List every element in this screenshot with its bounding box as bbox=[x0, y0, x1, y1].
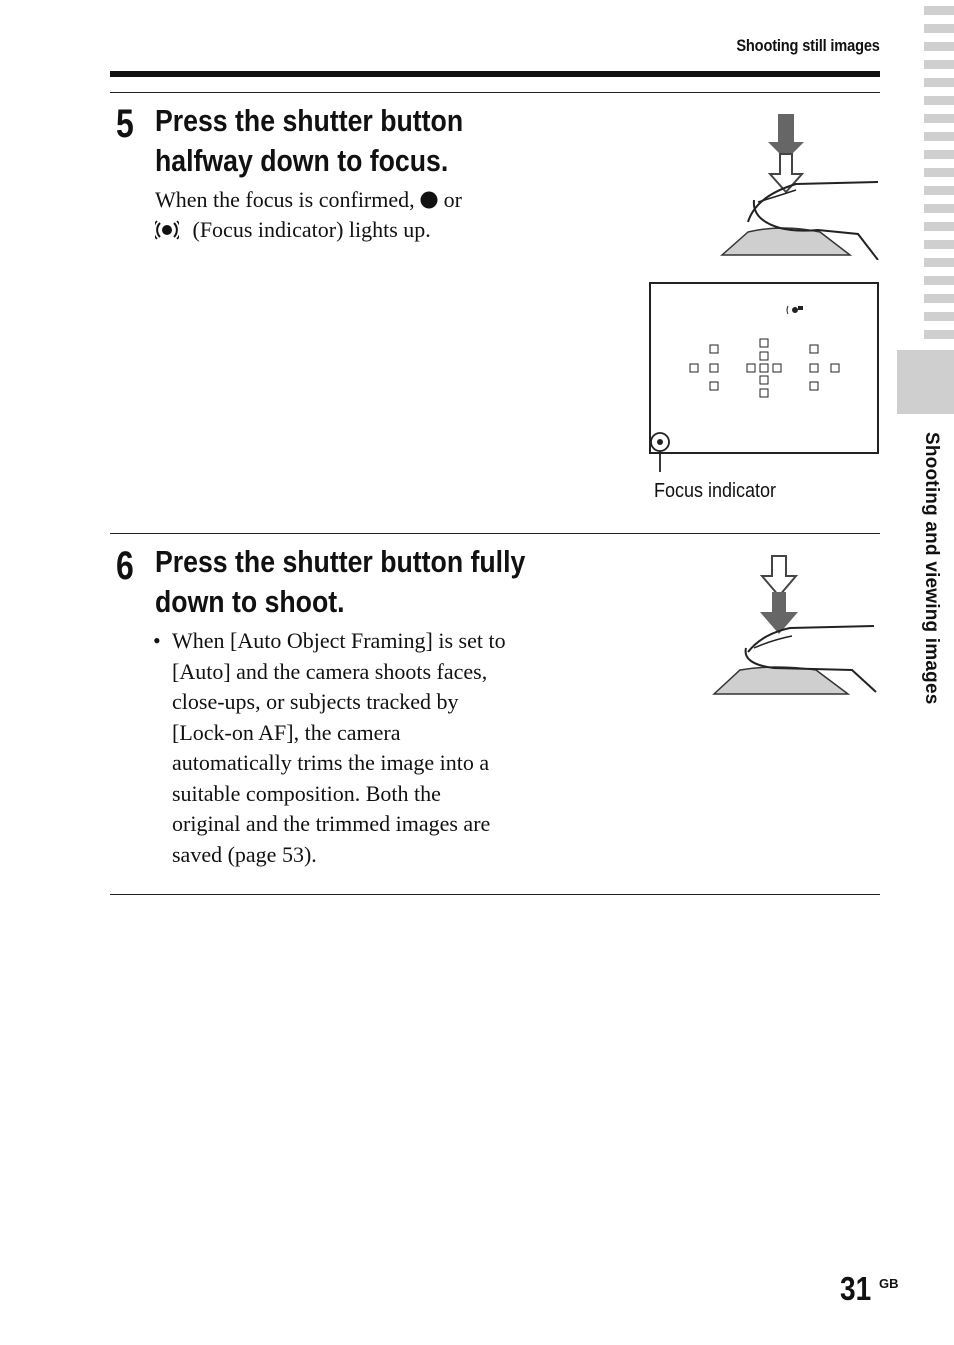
bullet-line: saved (page 53). bbox=[172, 841, 317, 867]
viewfinder-display bbox=[649, 282, 880, 474]
bullet-line: close-ups, or subjects tracked by bbox=[172, 689, 459, 714]
step5-top-rule bbox=[110, 92, 880, 93]
step-title-line: Press the shutter button fully bbox=[155, 544, 526, 579]
bullet-item bbox=[172, 626, 542, 870]
step6-bottom-rule bbox=[110, 894, 880, 895]
desc-text: (Focus indicator) lights up. bbox=[192, 217, 431, 242]
step-description bbox=[155, 215, 431, 245]
bullet-line: When [Auto Object Framing] is set to bbox=[172, 628, 506, 653]
bullet-marker: • bbox=[153, 628, 161, 653]
focus-dot-icon bbox=[420, 191, 438, 209]
step-number: 5 bbox=[116, 102, 134, 146]
header-rule bbox=[110, 71, 880, 77]
page-number: 31 bbox=[840, 1270, 872, 1307]
desc-text: When the focus is confirmed, bbox=[155, 187, 415, 212]
step-number: 6 bbox=[116, 544, 134, 588]
bullet-line: suitable composition. Both the bbox=[172, 780, 441, 806]
bullet-line: [Lock-on AF], the camera bbox=[172, 719, 401, 745]
step6-top-rule bbox=[110, 533, 880, 534]
focus-indicator-icon bbox=[155, 220, 179, 240]
shutter-half-press-illustration bbox=[718, 110, 880, 260]
step-description bbox=[155, 185, 462, 215]
step-title-line: down to shoot. bbox=[155, 584, 345, 619]
side-tab-active bbox=[897, 350, 954, 414]
shutter-full-press-illustration bbox=[712, 552, 880, 700]
side-index-stripes bbox=[924, 6, 954, 348]
bullet-line: original and the trimmed images are bbox=[172, 811, 491, 836]
desc-text: or bbox=[443, 187, 462, 212]
step-title-line: halfway down to focus. bbox=[155, 143, 449, 178]
running-header: Shooting still images bbox=[736, 36, 880, 55]
side-tab-label: Shooting and viewing images bbox=[921, 432, 942, 705]
step-title-line: Press the shutter button bbox=[155, 103, 464, 138]
page-region-code: GB bbox=[879, 1276, 899, 1291]
bullet-line: [Auto] and the camera shoots faces, bbox=[172, 658, 488, 684]
bullet-line: automatically trims the image into a bbox=[172, 750, 490, 775]
focus-indicator-caption: Focus indicator bbox=[654, 480, 777, 502]
